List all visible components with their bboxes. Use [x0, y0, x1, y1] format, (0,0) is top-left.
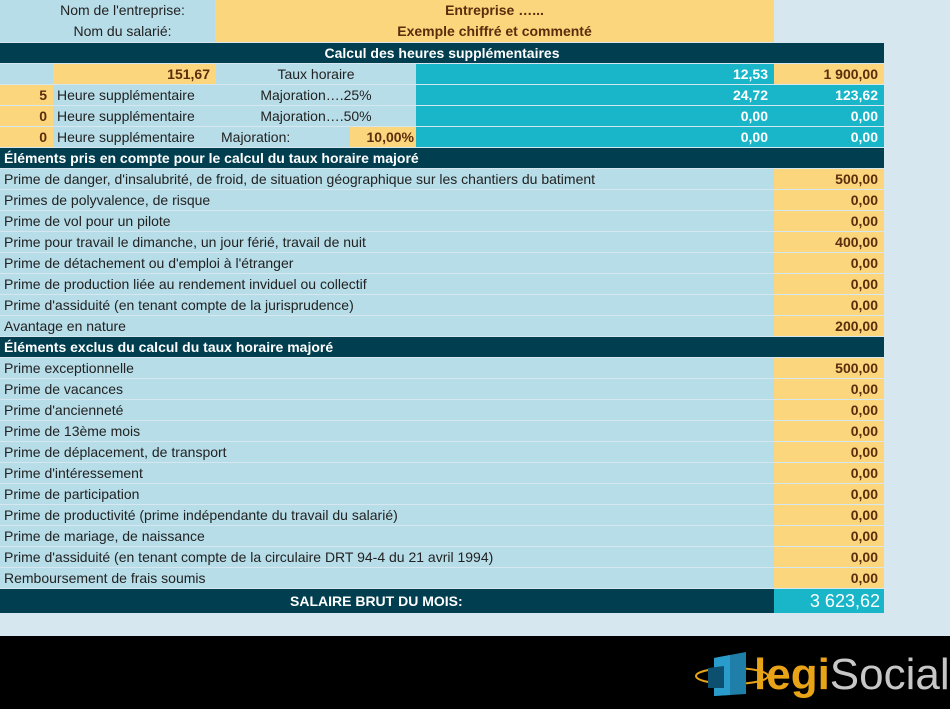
excluded-item-label: Prime d'ancienneté	[0, 400, 774, 420]
majoration-label-50: Majoration….50%	[216, 106, 416, 126]
excluded-item-label: Prime exceptionnelle	[0, 358, 774, 378]
excluded-item-value[interactable]: 500,00	[774, 358, 884, 378]
overtime-count-25[interactable]: 5	[0, 85, 53, 105]
excluded-item-value[interactable]: 0,00	[774, 526, 884, 546]
overtime-label-custom: Heure supplémentaire	[53, 127, 216, 147]
hourly-rate-label: Taux horaire	[216, 64, 416, 84]
monthly-hours[interactable]: 151,67	[53, 64, 216, 84]
excluded-item-label: Prime de 13ème mois	[0, 421, 774, 441]
included-item-value[interactable]: 0,00	[774, 274, 884, 294]
employee-label: Nom du salarié:	[0, 21, 215, 42]
included-item-value[interactable]: 0,00	[774, 211, 884, 231]
excluded-item-value[interactable]: 0,00	[774, 484, 884, 504]
included-item-value[interactable]: 0,00	[774, 253, 884, 273]
included-item-label: Prime pour travail le dimanche, un jour férié, travail de nuit	[0, 232, 774, 252]
included-item-value[interactable]: 200,00	[774, 316, 884, 336]
excluded-item-value[interactable]: 0,00	[774, 421, 884, 441]
excluded-item-label: Prime d'assiduité (en tenant compte de la circulaire DRT 94-4 du 21 avril 1994)	[0, 547, 774, 567]
company-name-cell[interactable]: Entreprise …...	[215, 0, 774, 21]
excluded-item-value[interactable]: 0,00	[774, 547, 884, 567]
logo-text-social: Social	[829, 650, 950, 699]
legisocial-logo	[694, 646, 950, 704]
included-item-value[interactable]: 400,00	[774, 232, 884, 252]
overtime-section-title: Calcul des heures supplémentaires	[0, 43, 884, 63]
excluded-item-label: Prime de participation	[0, 484, 774, 504]
overtime-label-25: Heure supplémentaire	[53, 85, 216, 105]
overtime-amount-50: 0,00	[774, 106, 884, 126]
included-item-label: Prime d'assiduité (en tenant compte de la jurisprudence)	[0, 295, 774, 315]
base-salary-value: 1 900,00	[774, 64, 884, 84]
excluded-item-label: Prime d'intéressement	[0, 463, 774, 483]
excluded-item-value[interactable]: 0,00	[774, 400, 884, 420]
gross-salary-value: 3 623,62	[774, 589, 884, 613]
excluded-section-title: Éléments exclus du calcul du taux horaire majoré	[0, 337, 884, 357]
logo-text-legi: legi	[754, 650, 830, 699]
overtime-rate-50: 0,00	[416, 106, 774, 126]
included-section-title: Éléments pris en compte pour le calcul du taux horaire majoré	[0, 148, 884, 168]
excluded-item-value[interactable]: 0,00	[774, 442, 884, 462]
included-item-label: Prime de vol pour un pilote	[0, 211, 774, 231]
gross-salary-label: SALAIRE BRUT DU MOIS:	[0, 589, 774, 613]
blank-cell	[0, 64, 53, 84]
included-item-value[interactable]: 0,00	[774, 190, 884, 210]
overtime-label-50: Heure supplémentaire	[53, 106, 216, 126]
majoration-label-custom: Majoration:	[216, 127, 350, 147]
included-item-label: Primes de polyvalence, de risque	[0, 190, 774, 210]
overtime-amount-25: 123,62	[774, 85, 884, 105]
included-item-value[interactable]: 500,00	[774, 169, 884, 189]
overtime-rate-25: 24,72	[416, 85, 774, 105]
included-item-label: Avantage en nature	[0, 316, 774, 336]
excluded-item-label: Prime de vacances	[0, 379, 774, 399]
included-item-label: Prime de détachement ou d'emploi à l'étranger	[0, 253, 774, 273]
overtime-rate-custom: 0,00	[416, 127, 774, 147]
excluded-item-label: Prime de mariage, de naissance	[0, 526, 774, 546]
excluded-item-value[interactable]: 0,00	[774, 568, 884, 588]
excluded-item-value[interactable]: 0,00	[774, 463, 884, 483]
excluded-item-value[interactable]: 0,00	[774, 379, 884, 399]
excluded-item-label: Remboursement de frais soumis	[0, 568, 774, 588]
hourly-rate-value: 12,53	[416, 64, 774, 84]
excluded-item-label: Prime de productivité (prime indépendante du travail du salarié)	[0, 505, 774, 525]
overtime-amount-custom: 0,00	[774, 127, 884, 147]
excluded-item-label: Prime de déplacement, de transport	[0, 442, 774, 462]
included-item-label: Prime de production liée au rendement inviduel ou collectif	[0, 274, 774, 294]
overtime-count-custom[interactable]: 0	[0, 127, 53, 147]
logo-text	[754, 646, 950, 704]
excluded-item-value[interactable]: 0,00	[774, 505, 884, 525]
included-item-value[interactable]: 0,00	[774, 295, 884, 315]
overtime-count-50[interactable]: 0	[0, 106, 53, 126]
company-label: Nom de l'entreprise:	[0, 0, 215, 21]
majoration-custom-input[interactable]: 10,00%	[350, 127, 416, 147]
example-title-cell[interactable]: Exemple chiffré et commenté	[215, 21, 774, 42]
majoration-label-25: Majoration….25%	[216, 85, 416, 105]
included-item-label: Prime de danger, d'insalubrité, de froid, de situation géographique sur les chantiers du batiment	[0, 169, 774, 189]
